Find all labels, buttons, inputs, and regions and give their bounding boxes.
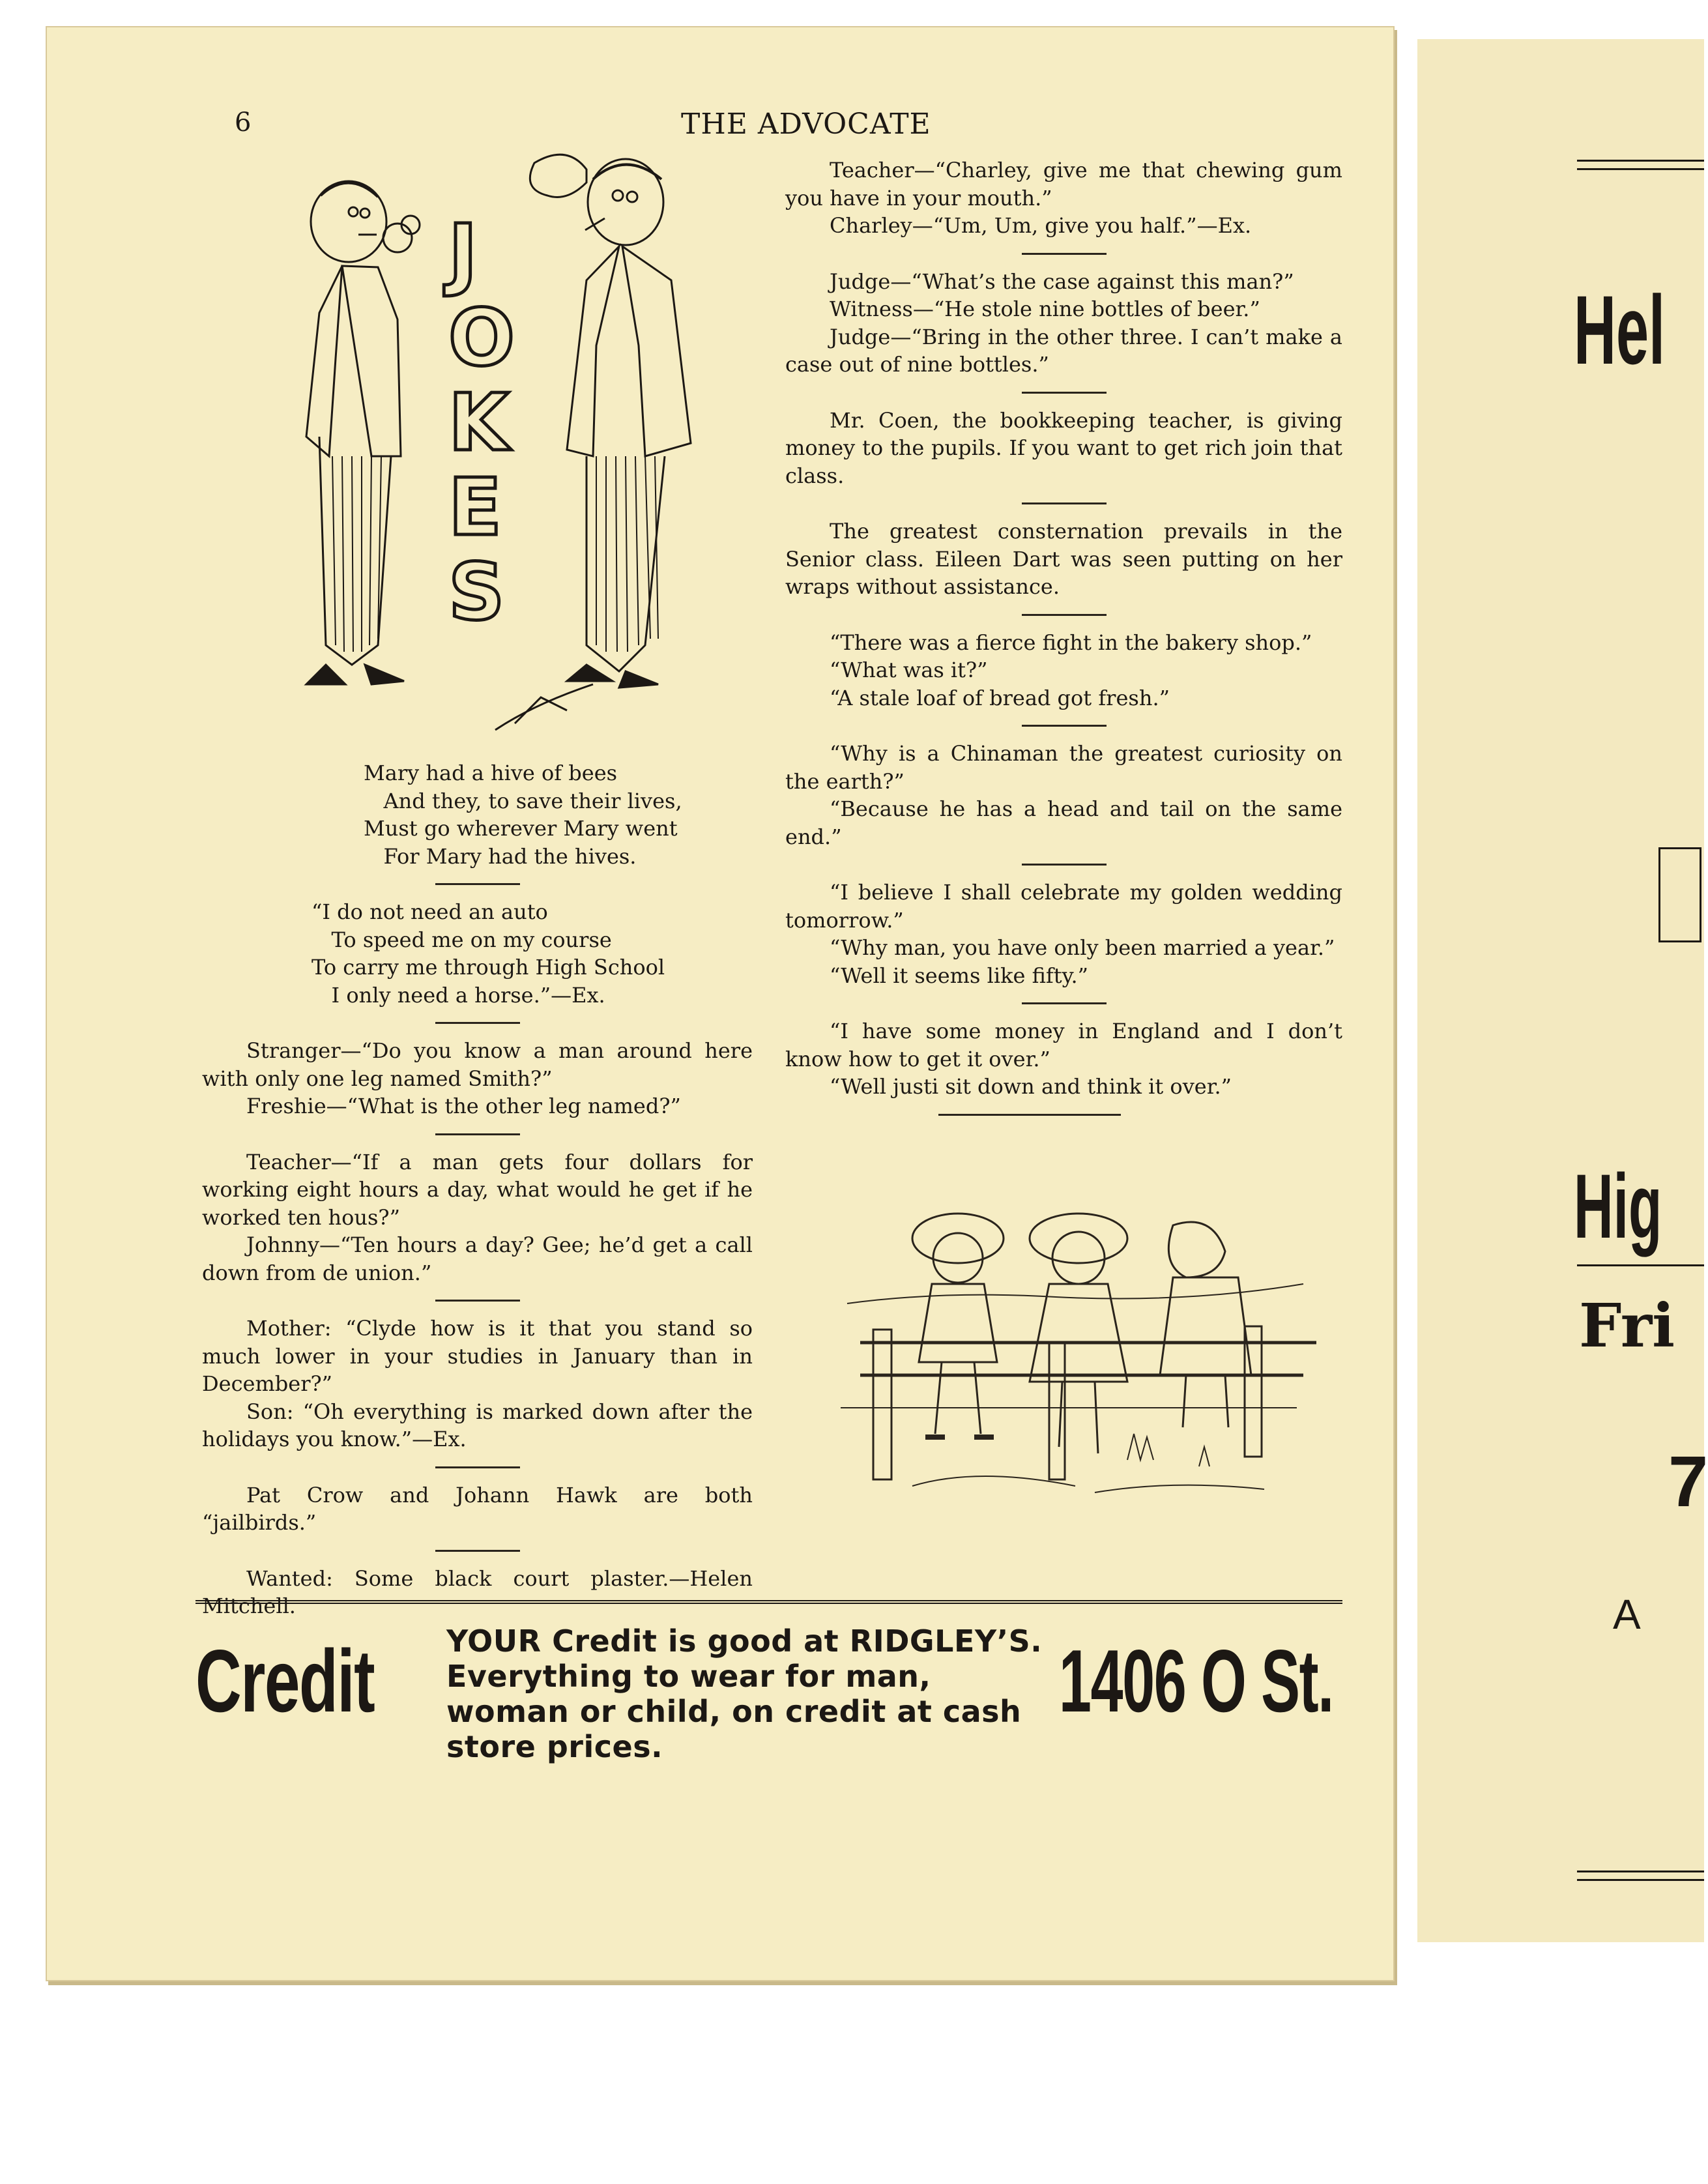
joke-paragraph: “I believe I shall celebrate my golden wedding tomorrow.” [785, 880, 1342, 933]
poem-line: “I do not need an auto [311, 899, 548, 924]
joke-paragraph: “Well justi sit down and think it over.” [830, 1074, 1232, 1099]
joke-paragraph: Mother: “Clyde how is it that you stand so much lower in your studies in January than in December?” [202, 1316, 753, 1396]
joke-paragraph: Teacher—“Charley, give me that chewing gum you have in your mouth.” [785, 158, 1342, 211]
ad-headline: Credit [195, 1631, 375, 1730]
joke-paragraph: Witness—“He stole nine bottles of beer.” [830, 297, 1260, 321]
adjacent-fragment: Hel [1574, 275, 1666, 385]
separator-rule [1022, 392, 1107, 394]
joke-paragraph: Freshie—“What is the other leg named?” [246, 1094, 681, 1118]
separator-rule [435, 1300, 520, 1302]
separator-rule [435, 883, 520, 885]
separator-rule [435, 1133, 520, 1135]
joke-paragraph: Johnny—“Ten hours a day? Gee; he’d get a call down from de union.” [202, 1232, 753, 1285]
joke-paragraph: “Why is a Chinaman the greatest curiosity on the earth?” [785, 741, 1342, 794]
separator-rule [1022, 614, 1107, 616]
adjacent-rule [1658, 847, 1701, 942]
ad-address: 1406 O St. [1059, 1631, 1333, 1730]
page-number: 6 [235, 108, 252, 138]
adjacent-fragment: 7 [1668, 1442, 1708, 1522]
separator-rule [1022, 253, 1107, 255]
jokes-letter: S [448, 547, 505, 638]
poem-line: And they, to save their lives, [364, 788, 682, 813]
separator-rule [1022, 725, 1107, 727]
jokes-letter: J [448, 209, 478, 299]
jokes-illustration [280, 150, 697, 743]
joke-paragraph: “A stale loaf of bread got fresh.” [830, 685, 1170, 710]
ad-body [446, 1623, 1052, 1764]
joke-paragraph: Son: “Oh everything is marked down after the holidays you know.”—Ex. [202, 1399, 753, 1451]
joke-paragraph: “What was it?” [830, 658, 988, 682]
joke-paragraph: The greatest consternation prevails in the Senior class. Eileen Dart was seen putting on her wraps without assistance. [785, 519, 1342, 599]
joke-paragraph: Charley—“Um, Um, give you half.”—Ex. [830, 213, 1252, 238]
poem-line: I only need a horse.”—Ex. [311, 982, 605, 1008]
adjacent-page [1417, 39, 1708, 1942]
separator-rule [435, 1466, 520, 1468]
joke-paragraph: Teacher—“If a man gets four dollars for working eight hours a day, what would he get if he worked ten hous?” [202, 1149, 753, 1230]
joke-paragraph: “I have some money in England and I don’t know how to get it over.” [785, 1019, 1342, 1071]
joke-paragraph: “Well it seems like fifty.” [830, 963, 1088, 988]
poem-line: Must go wherever Mary went [364, 816, 678, 841]
poem-line: Mary had a hive of bees [364, 761, 618, 785]
adjacent-rule [1577, 1264, 1704, 1266]
joke-paragraph: “There was a fierce fight in the bakery shop.” [830, 630, 1312, 655]
ridgleys-advertisement [195, 1600, 1342, 1764]
jokes-letter: E [448, 463, 502, 553]
joke-paragraph: Mr. Coen, the bookkeeping teacher, is giving money to the pupils. If you want to get rich join that class. [785, 407, 1342, 488]
separator-rule [435, 1022, 520, 1024]
joke-paragraph: Stranger—“Do you know a man around here with only one leg named Smith?” [202, 1038, 753, 1091]
left-column [202, 759, 753, 1620]
joke-paragraph: Pat Crow and Johann Hawk are both “jailbirds.” [202, 1482, 753, 1535]
jokes-letter: K [448, 378, 509, 469]
joke-paragraph: Judge—“What’s the case against this man?” [830, 269, 1294, 294]
jokes-letter: O [448, 293, 515, 384]
adjacent-rule [1577, 1871, 1704, 1881]
poem-line: For Mary had the hives. [364, 843, 637, 869]
separator-rule [1022, 502, 1107, 504]
adjacent-fragment: Hig [1574, 1155, 1662, 1257]
right-column [785, 156, 1342, 1129]
poem-line: To carry me through High School [311, 955, 665, 980]
children-on-fence-illustration [834, 1212, 1316, 1512]
poem-line: To speed me on my course [311, 927, 612, 952]
joke-paragraph: Judge—“Bring in the other three. I can’t make a case out of nine bottles.” [785, 324, 1342, 377]
adjacent-fragment: Fri [1579, 1290, 1675, 1361]
adjacent-fragment: A [1613, 1591, 1641, 1638]
separator-rule [1022, 864, 1107, 866]
joke-paragraph: “Why man, you have only been married a year.” [830, 935, 1335, 960]
poem-auto [267, 898, 753, 1009]
running-head: THE ADVOCATE [681, 108, 931, 141]
joke-paragraph: Wanted: Some black court plaster.—Helen Mitchell. [202, 1565, 753, 1618]
separator-rule [1022, 1002, 1107, 1004]
poem-bees [319, 759, 753, 870]
ad-body-text: YOUR Credit is good at RIDGLEY’S. Everything to wear for man, woman or child, on credit at cash store prices. [446, 1623, 1043, 1764]
joke-paragraph: “Because he has a head and tail on the same end.” [785, 796, 1342, 849]
end-rule [938, 1114, 1121, 1116]
adjacent-rule [1577, 160, 1704, 170]
separator-rule [435, 1550, 520, 1552]
